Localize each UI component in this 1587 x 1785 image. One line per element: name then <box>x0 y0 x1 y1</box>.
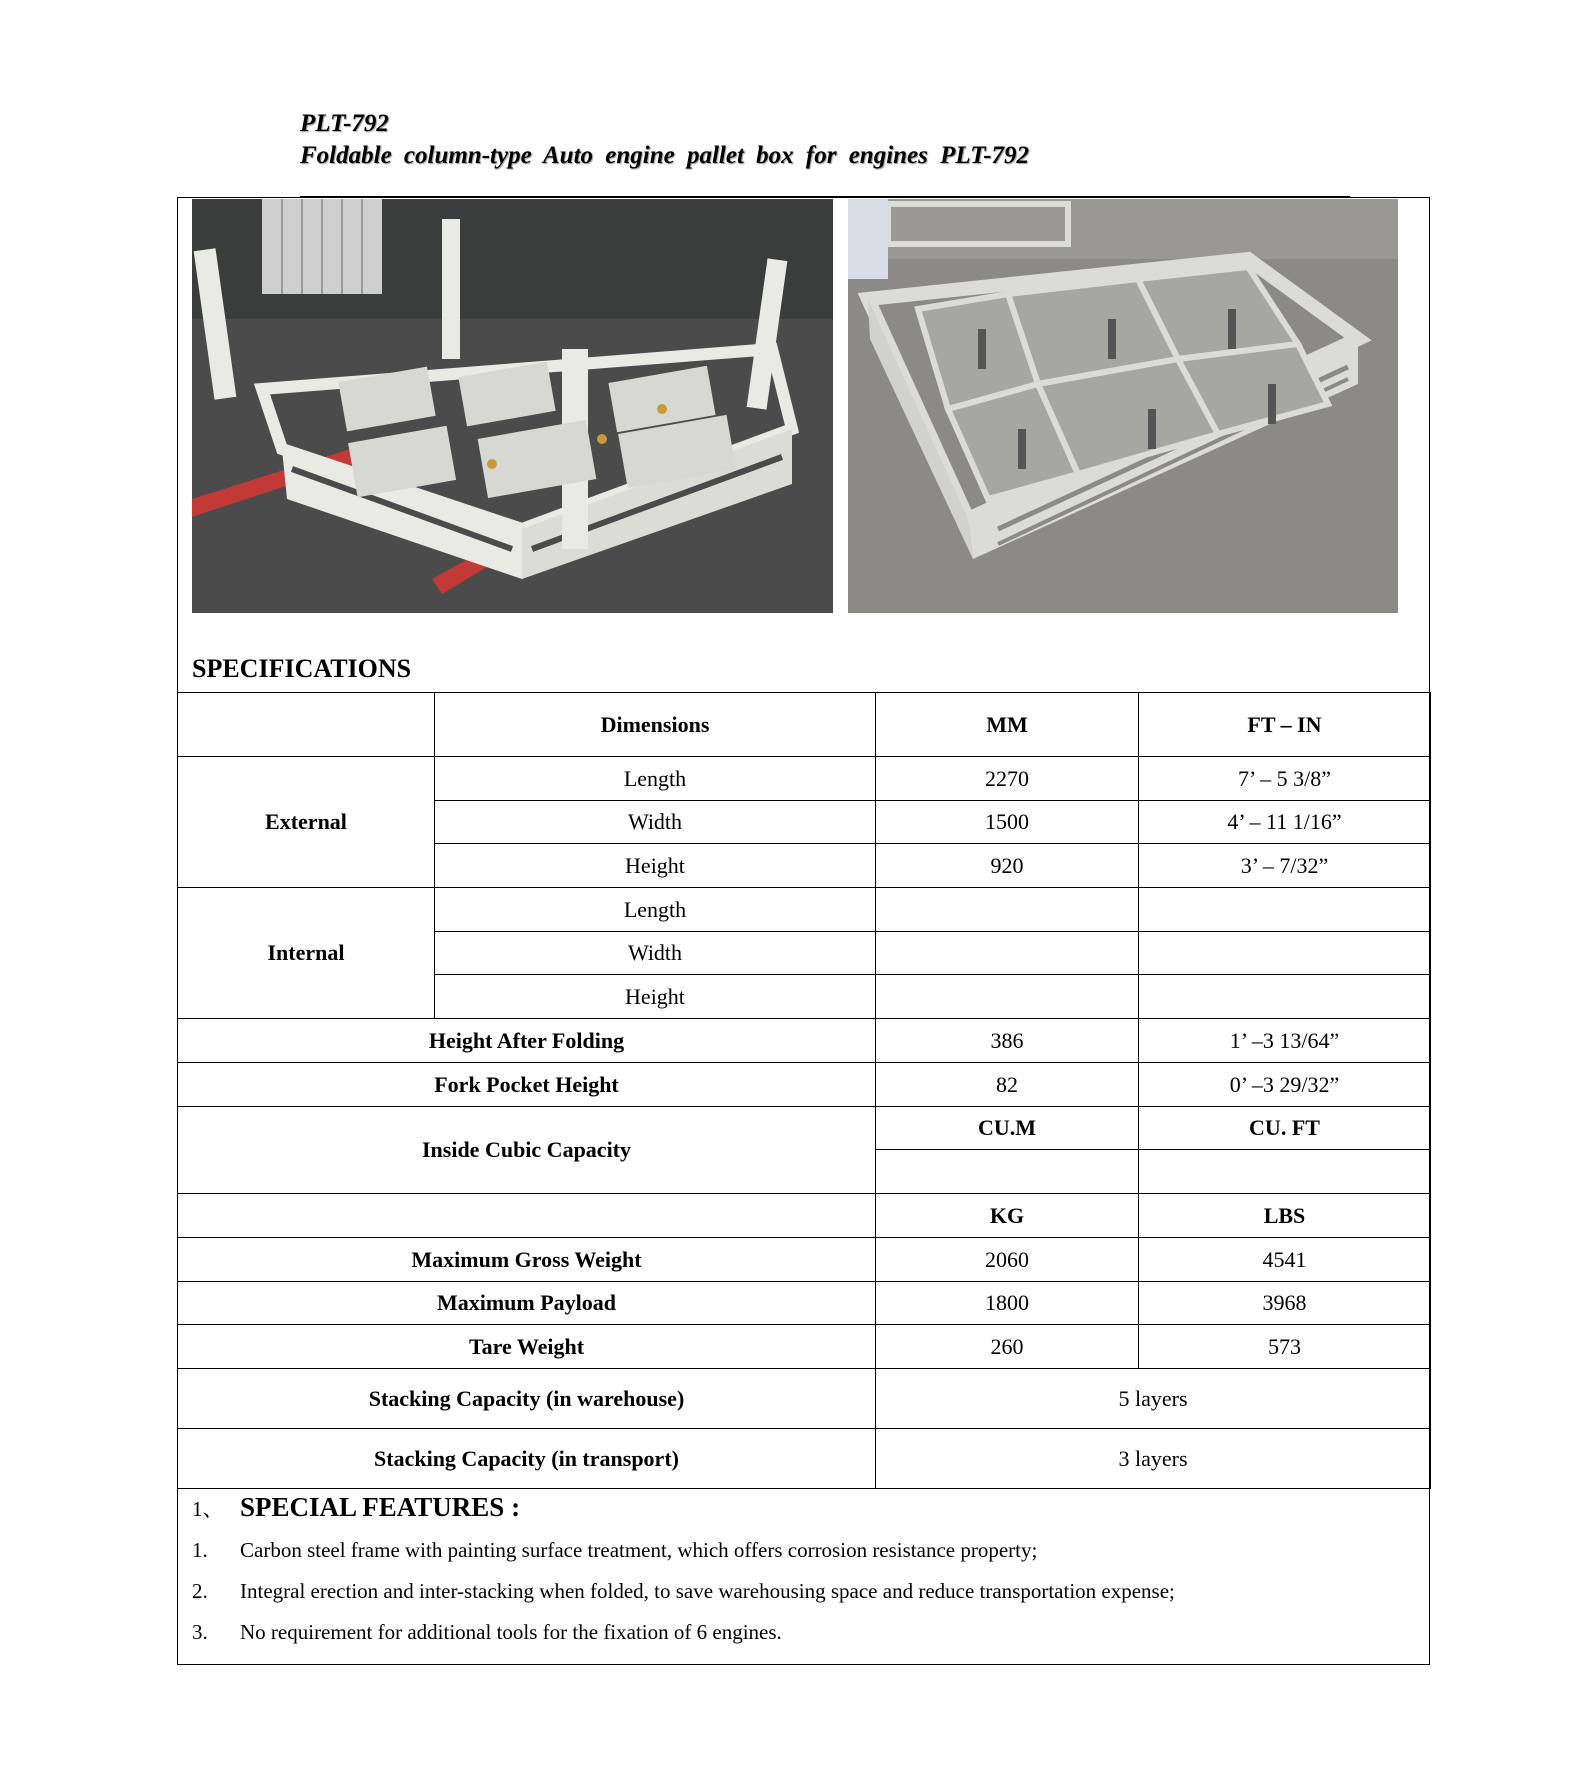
stacking-warehouse-label: Stacking Capacity (in warehouse) <box>178 1369 876 1429</box>
internal-length-ftin <box>1139 888 1431 932</box>
fork-pocket-height-mm: 82 <box>876 1063 1139 1107</box>
height-after-folding-label: Height After Folding <box>178 1019 876 1063</box>
kg-unit-header: KG <box>876 1194 1139 1238</box>
stacking-transport-label: Stacking Capacity (in transport) <box>178 1429 876 1489</box>
tare-weight-label: Tare Weight <box>178 1325 876 1369</box>
special-features-section <box>192 1492 1412 1653</box>
ftin-column-header: FT – IN <box>1139 693 1431 757</box>
cubic-capacity-value-ft <box>1139 1150 1431 1194</box>
product-title: Foldable column-type Auto engine pallet box for engines PLT-792 <box>300 142 1030 169</box>
list-item-number: 3. <box>192 1620 208 1644</box>
table-row <box>178 1238 1431 1282</box>
stacking-transport-value: 3 layers <box>876 1429 1431 1489</box>
section-number: 1、 <box>192 1497 224 1521</box>
table-header-row <box>178 693 1431 757</box>
external-length-label: Length <box>435 757 876 801</box>
external-width-label: Width <box>435 801 876 844</box>
stacking-warehouse-value: 5 layers <box>876 1369 1431 1429</box>
table-row <box>178 1107 1431 1150</box>
table-row <box>178 1063 1431 1107</box>
height-after-folding-ftin: 1’ –3 13/64” <box>1139 1019 1431 1063</box>
internal-height-label: Height <box>435 975 876 1019</box>
list-item-text: No requirement for additional tools for the fixation of 6 engines. <box>240 1620 782 1644</box>
table-row <box>178 1369 1431 1429</box>
max-payload-lbs: 3968 <box>1139 1282 1431 1325</box>
table-row <box>178 1325 1431 1369</box>
cubic-capacity-unit-ft: CU. FT <box>1139 1107 1431 1150</box>
lbs-unit-header: LBS <box>1139 1194 1431 1238</box>
external-group-label: External <box>178 757 435 888</box>
external-height-mm: 920 <box>876 844 1139 888</box>
special-features-heading <box>192 1492 1412 1530</box>
table-row <box>178 1194 1431 1238</box>
external-height-ftin: 3’ – 7/32” <box>1139 844 1431 888</box>
document-header <box>300 108 1360 172</box>
pallet-photo-top-view <box>848 199 1398 613</box>
cubic-capacity-value-m <box>876 1150 1139 1194</box>
specifications-table <box>177 692 1431 1489</box>
cubic-capacity-unit-m: CU.M <box>876 1107 1139 1150</box>
pallet-photo-top-view-image <box>848 199 1398 613</box>
max-payload-label: Maximum Payload <box>178 1282 876 1325</box>
internal-width-ftin <box>1139 932 1431 975</box>
external-height-label: Height <box>435 844 876 888</box>
height-after-folding-mm: 386 <box>876 1019 1139 1063</box>
cubic-capacity-label: Inside Cubic Capacity <box>178 1107 876 1194</box>
specifications-heading: SPECIFICATIONS <box>192 654 412 683</box>
table-row <box>178 1282 1431 1325</box>
list-item-number: 1. <box>192 1538 208 1562</box>
list-item <box>192 1571 1412 1612</box>
list-item-text: Carbon steel frame with painting surface treatment, which offers corrosion resistance property; <box>240 1538 1038 1562</box>
list-item-number: 2. <box>192 1579 208 1603</box>
weight-units-empty-cell <box>178 1194 876 1238</box>
dimensions-column-header: Dimensions <box>435 693 876 757</box>
fork-pocket-height-ftin: 0’ –3 29/32” <box>1139 1063 1431 1107</box>
pallet-photo-erected <box>192 199 833 613</box>
internal-width-mm <box>876 932 1139 975</box>
max-payload-kg: 1800 <box>876 1282 1139 1325</box>
list-item-text: Integral erection and inter-stacking when folded, to save warehousing space and reduce transportation expense; <box>240 1579 1175 1603</box>
table-row <box>178 1429 1431 1489</box>
table-row <box>178 1019 1431 1063</box>
max-gross-weight-lbs: 4541 <box>1139 1238 1431 1282</box>
max-gross-weight-label: Maximum Gross Weight <box>178 1238 876 1282</box>
internal-height-mm <box>876 975 1139 1019</box>
max-gross-weight-kg: 2060 <box>876 1238 1139 1282</box>
section-title: SPECIAL FEATURES : <box>240 1492 521 1522</box>
tare-weight-lbs: 573 <box>1139 1325 1431 1369</box>
external-width-ftin: 4’ – 11 1/16” <box>1139 801 1431 844</box>
fork-pocket-height-label: Fork Pocket Height <box>178 1063 876 1107</box>
external-length-ftin: 7’ – 5 3/8” <box>1139 757 1431 801</box>
header-empty-cell <box>178 693 435 757</box>
table-row <box>178 888 1431 932</box>
internal-group-label: Internal <box>178 888 435 1019</box>
product-code: PLT-792 <box>300 110 389 137</box>
list-item <box>192 1530 1412 1571</box>
internal-height-ftin <box>1139 975 1431 1019</box>
internal-length-label: Length <box>435 888 876 932</box>
internal-width-label: Width <box>435 932 876 975</box>
external-length-mm: 2270 <box>876 757 1139 801</box>
pallet-photo-erected-image <box>192 199 833 613</box>
external-width-mm: 1500 <box>876 801 1139 844</box>
list-item <box>192 1612 1412 1653</box>
internal-length-mm <box>876 888 1139 932</box>
table-row <box>178 757 1431 801</box>
mm-column-header: MM <box>876 693 1139 757</box>
tare-weight-kg: 260 <box>876 1325 1139 1369</box>
